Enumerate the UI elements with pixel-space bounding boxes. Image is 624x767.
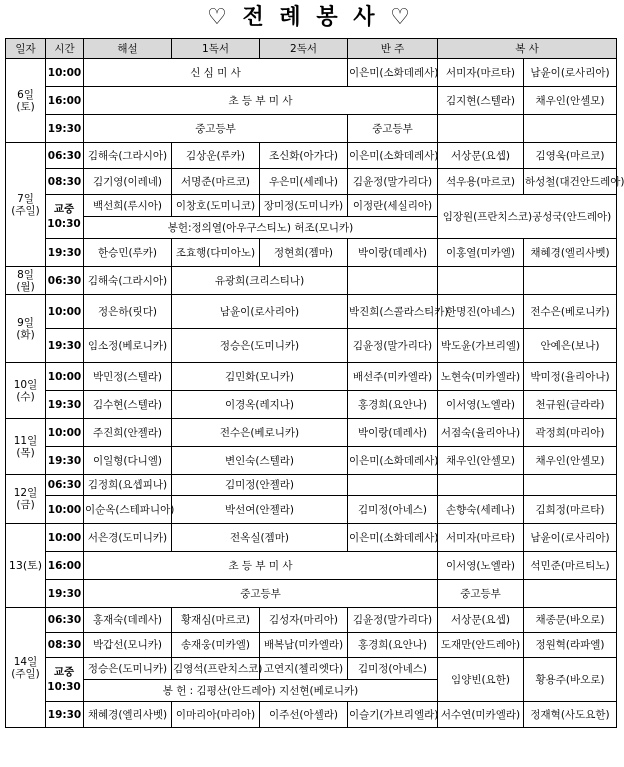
commentary-cell: 한승민(루카) — [84, 239, 172, 267]
server-cell: 서수연(미카엘라) — [438, 702, 524, 728]
table-row — [6, 447, 617, 475]
commentary-cell: 서은경(도미니카) — [84, 524, 172, 552]
commentary-cell: 박갑선(모니카) — [84, 633, 172, 658]
organ-cell: 김윤정(말가리다) — [348, 608, 438, 633]
table-row — [6, 87, 617, 115]
reading1-cell: 서명준(마르코) — [172, 169, 260, 195]
time-cell: 10:00 — [46, 59, 84, 87]
page-title: ♡ 전 례 봉 사 ♡ — [207, 5, 414, 30]
day-cell: 11일 (목) — [6, 419, 46, 475]
time-cell: 19:30 — [46, 580, 84, 608]
commentary-cell: 정은하(릿다) — [84, 295, 172, 329]
server-cell: 한명진(아네스) — [438, 295, 524, 329]
table-row — [6, 524, 617, 552]
server-cell: 이서영(노엘라) — [438, 391, 524, 419]
table-row — [6, 195, 617, 217]
server-cell: 채종문(바오로) — [524, 608, 617, 633]
mass-cell: 초 등 부 미 사 — [84, 87, 438, 115]
server-cell: 채우인(안셀모) — [524, 447, 617, 475]
time-cell: 06:30 — [46, 608, 84, 633]
schedule-table — [5, 38, 624, 728]
time-cell: 16:00 — [46, 87, 84, 115]
table-row — [6, 475, 617, 496]
header-time: 시간 — [46, 39, 84, 59]
organ-cell: 김윤정(말가리다) — [348, 169, 438, 195]
server-cell: 서상문(요셉) — [438, 608, 524, 633]
table-row — [6, 552, 617, 580]
header-row — [6, 39, 617, 59]
reading2-cell: 장미정(도미니카) — [260, 195, 348, 217]
time-cell: 10:00 — [46, 524, 84, 552]
commentary-cell: 김해숙(그라시아) — [84, 143, 172, 169]
reading-cell: 유광희(크리스티나) — [172, 267, 348, 295]
server-cell — [524, 267, 617, 295]
server-cell: 서상문(요셉) — [438, 143, 524, 169]
server-cell: 박도윤(가브리엘) — [438, 329, 524, 363]
table-row — [6, 169, 617, 195]
organ-cell: 홍경희(요안나) — [348, 633, 438, 658]
server-cell: 남윤이(로사리아) — [524, 524, 617, 552]
table-row — [6, 267, 617, 295]
time-cell: 19:30 — [46, 447, 84, 475]
table-row — [6, 658, 617, 680]
reading-cell: 김미정(안젤라) — [172, 475, 348, 496]
time-cell: 10:00 — [46, 496, 84, 524]
server-cell: 곽정희(마리아) — [524, 419, 617, 447]
server-cell: 김지현(스텔라) — [438, 87, 524, 115]
time-cell: 16:00 — [46, 552, 84, 580]
server-cell: 정원혁(라파엘) — [524, 633, 617, 658]
server-cell: 채우인(안셀모) — [438, 447, 524, 475]
reading1-cell: 송재웅(미카엘) — [172, 633, 260, 658]
commentary-cell: 임소정(베로니카) — [84, 329, 172, 363]
table-row — [6, 363, 617, 391]
server-cell: 석우용(마르코) — [438, 169, 524, 195]
organ-cell: 이슬기(가브리엘라) — [348, 702, 438, 728]
table-row — [6, 295, 617, 329]
time-cell: 10:00 — [46, 363, 84, 391]
organ-cell: 김미정(아네스) — [348, 658, 438, 680]
time-cell: 10:00 — [46, 295, 84, 329]
server-cell: 채혜경(엘리사벳) — [524, 239, 617, 267]
server-cell: 서점숙(율리아나) — [438, 419, 524, 447]
header-reading2: 2독서 — [260, 39, 348, 59]
reading2-cell: 김성자(마리아) — [260, 608, 348, 633]
day-cell: 13(토) — [6, 524, 46, 608]
group-cell: 중고등부 — [84, 115, 348, 143]
reading-cell: 전옥실(젬마) — [172, 524, 348, 552]
table-row — [6, 239, 617, 267]
day-cell: 12일 (금) — [6, 475, 46, 524]
reading-cell: 김민화(모니카) — [172, 363, 348, 391]
server-cell — [524, 580, 617, 608]
server-cell: 남윤이(로사리아) — [524, 59, 617, 87]
organ-cell: 이은미(소화데레사) — [348, 143, 438, 169]
server-cell: 안예은(보나) — [524, 329, 617, 363]
day-cell: 6일 (토) — [6, 59, 46, 143]
organ-cell — [348, 475, 438, 496]
commentary-cell: 이순옥(스테파니아) — [84, 496, 172, 524]
table-row — [6, 115, 617, 143]
organ-cell: 이정란(세실리아) — [348, 195, 438, 217]
table-row — [6, 702, 617, 728]
reading2-cell: 우은미(세레나) — [260, 169, 348, 195]
mass-cell: 초 등 부 미 사 — [84, 552, 438, 580]
server-cell: 이홍열(미카엘) — [438, 239, 524, 267]
group-cell: 중고등부 — [348, 115, 438, 143]
time-cell: 19:30 — [46, 702, 84, 728]
organ-cell: 배선주(미카엘라) — [348, 363, 438, 391]
table-row — [6, 496, 617, 524]
reading1-cell: 이마리아(마리아) — [172, 702, 260, 728]
reading-cell: 박선여(안젤라) — [172, 496, 348, 524]
reading-cell: 변인숙(스텔라) — [172, 447, 348, 475]
server-cell — [524, 475, 617, 496]
server-cell: 노현숙(미카엘라) — [438, 363, 524, 391]
header-commentary: 해설 — [84, 39, 172, 59]
server-cell: 이서영(노엘라) — [438, 552, 524, 580]
reading2-cell: 고연지(첼리엣다) — [260, 658, 348, 680]
server-cell: 전수은(베로니카) — [524, 295, 617, 329]
reading-cell: 정승은(도미니카) — [172, 329, 348, 363]
day-cell: 7일 (주일) — [6, 143, 46, 267]
time-cell: 19:30 — [46, 115, 84, 143]
header-reading1: 1독서 — [172, 39, 260, 59]
mass-cell: 신 심 미 사 — [84, 59, 348, 87]
server-cell: 석민준(마르티노) — [524, 552, 617, 580]
header-altar-servers: 복 사 — [438, 39, 617, 59]
organ-cell: 김윤정(말가리다) — [348, 329, 438, 363]
offertory-cell: 봉헌:정의열(아우구스티노) 허조(모니카) — [84, 217, 438, 239]
time-cell: 19:30 — [46, 391, 84, 419]
organ-cell: 박진희(스콜라스티카) — [348, 295, 438, 329]
table-row — [6, 143, 617, 169]
server-cell: 천규원(글라라) — [524, 391, 617, 419]
table-row — [6, 580, 617, 608]
time-cell: 06:30 — [46, 143, 84, 169]
server-cell: 하성철(대건안드레아) — [524, 169, 617, 195]
reading1-cell: 김상운(루카) — [172, 143, 260, 169]
server-cell: 임양빈(요한) — [438, 658, 524, 702]
server-cell: 박미정(율리아나) — [524, 363, 617, 391]
reading2-cell: 배복남(미카엘라) — [260, 633, 348, 658]
table-row — [6, 59, 617, 87]
server-cell: 김영욱(마르코) — [524, 143, 617, 169]
commentary-cell: 박민정(스텔라) — [84, 363, 172, 391]
commentary-cell: 채혜경(엘리사벳) — [84, 702, 172, 728]
table-row — [6, 419, 617, 447]
table-row — [6, 391, 617, 419]
commentary-cell: 김기영(이레네) — [84, 169, 172, 195]
server-cell — [438, 475, 524, 496]
time-cell: 교중 10:30 — [46, 658, 84, 702]
reading1-cell: 황재심(마르코) — [172, 608, 260, 633]
commentary-cell: 주진희(안젤라) — [84, 419, 172, 447]
commentary-cell: 김수현(스텔라) — [84, 391, 172, 419]
day-cell: 10일 (수) — [6, 363, 46, 419]
server-cell: 서미자(마르타) — [438, 59, 524, 87]
organ-cell: 박이랑(데레사) — [348, 419, 438, 447]
server-cell: 손향숙(세레나) — [438, 496, 524, 524]
table-row — [6, 633, 617, 658]
reading-cell: 이경옥(레지나) — [172, 391, 348, 419]
group-cell: 중고등부 — [84, 580, 438, 608]
reading2-cell: 조신화(아가다) — [260, 143, 348, 169]
server-cell — [438, 115, 524, 143]
reading-cell: 남윤이(로사리아) — [172, 295, 348, 329]
time-cell: 06:30 — [46, 267, 84, 295]
offertory-cell: 봉 헌 : 김평산(안드레아) 지선현(베로니카) — [84, 680, 438, 702]
time-cell: 교중 10:30 — [46, 195, 84, 239]
server-cell: 임장원(프란치스코)공성국(안드레아) — [438, 195, 617, 239]
reading1-cell: 조효행(다미아노) — [172, 239, 260, 267]
reading-cell: 전수은(베로니카) — [172, 419, 348, 447]
server-cell — [524, 115, 617, 143]
server-cell: 황용주(바오로) — [524, 658, 617, 702]
reading1-cell: 김영석(프란치스코) — [172, 658, 260, 680]
time-cell: 10:00 — [46, 419, 84, 447]
table-row — [6, 608, 617, 633]
commentary-cell: 홍재숙(데레사) — [84, 608, 172, 633]
time-cell: 08:30 — [46, 169, 84, 195]
organ-cell: 이은미(소화데레사) — [348, 59, 438, 87]
day-cell: 8일 (월) — [6, 267, 46, 295]
commentary-cell: 김정희(요셉피나) — [84, 475, 172, 496]
commentary-cell: 이일형(다니엘) — [84, 447, 172, 475]
organ-cell — [348, 267, 438, 295]
server-cell: 정재혁(사도요한) — [524, 702, 617, 728]
time-cell: 08:30 — [46, 633, 84, 658]
reading1-cell: 이창호(도미니코) — [172, 195, 260, 217]
server-cell: 서미자(마르타) — [438, 524, 524, 552]
reading2-cell: 이주선(아셀라) — [260, 702, 348, 728]
header-date: 일자 — [6, 39, 46, 59]
time-cell: 19:30 — [46, 329, 84, 363]
time-cell: 06:30 — [46, 475, 84, 496]
server-cell: 김희정(마르타) — [524, 496, 617, 524]
server-cell — [438, 267, 524, 295]
server-cell: 중고등부 — [438, 580, 524, 608]
organ-cell: 김미정(아네스) — [348, 496, 438, 524]
commentary-cell: 김해숙(그라시아) — [84, 267, 172, 295]
table-row — [6, 329, 617, 363]
commentary-cell: 정승은(도미니카) — [84, 658, 172, 680]
time-cell: 19:30 — [46, 239, 84, 267]
server-cell: 채우인(안셀모) — [524, 87, 617, 115]
reading2-cell: 정현희(젬마) — [260, 239, 348, 267]
day-cell: 9일 (화) — [6, 295, 46, 363]
commentary-cell: 백선희(루시아) — [84, 195, 172, 217]
day-cell: 14일 (주일) — [6, 608, 46, 728]
organ-cell: 이은미(소화데레사) — [348, 447, 438, 475]
organ-cell: 홍경희(요안나) — [348, 391, 438, 419]
server-cell: 도재만(안드레아) — [438, 633, 524, 658]
header-organ: 반 주 — [348, 39, 438, 59]
organ-cell: 박이랑(데레사) — [348, 239, 438, 267]
organ-cell: 이은미(소화데레사) — [348, 524, 438, 552]
